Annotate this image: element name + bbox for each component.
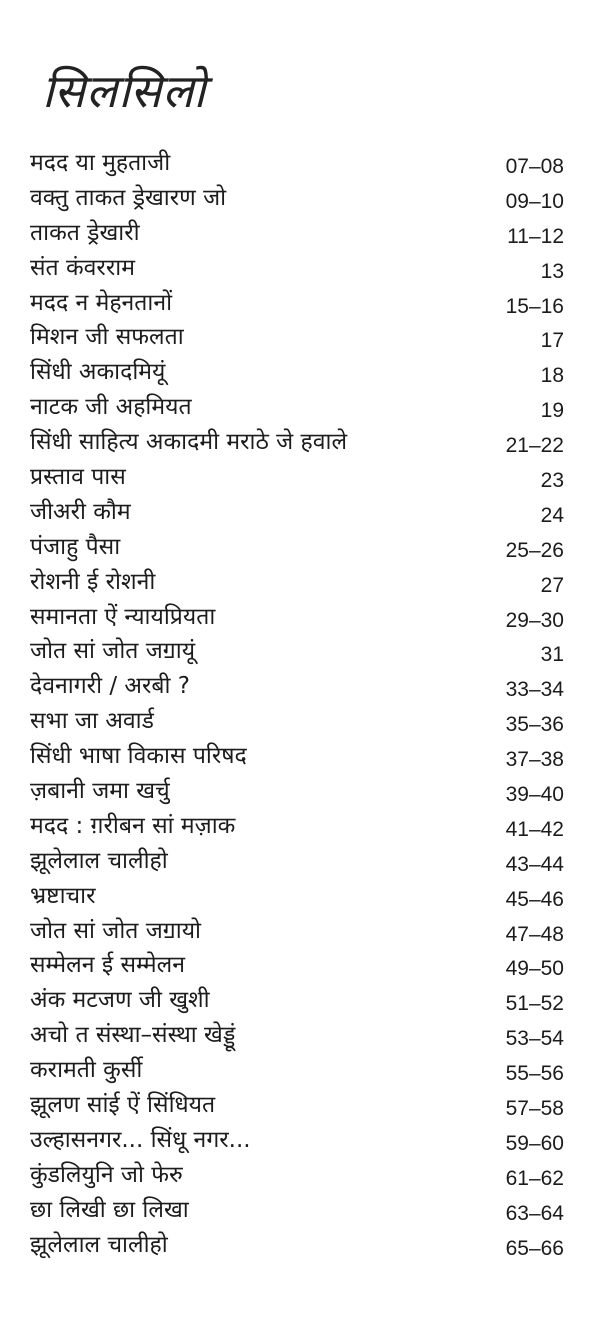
entry-page-range: 53–54	[505, 1027, 564, 1051]
contents-entry	[0, 774, 600, 809]
entry-title: देवनागरी / अरबी ?	[30, 673, 190, 700]
contents-entry	[0, 286, 600, 321]
entry-title: पंजाहु पैसा	[30, 533, 121, 560]
contents-entry	[0, 495, 600, 530]
contents-entry	[0, 1018, 600, 1053]
contents-entry	[0, 1193, 600, 1228]
entry-title: ज़बानी जमा खर्चु	[30, 778, 170, 805]
contents-entry	[0, 1158, 600, 1193]
entry-title: मदद या मुहताजी	[30, 150, 171, 176]
entry-page-range: 45–46	[505, 887, 564, 911]
entry-page-range: 29–30	[505, 608, 564, 632]
entry-page-range: 11–12	[507, 224, 564, 248]
entry-page-range: 47–48	[505, 922, 564, 946]
contents-entry	[0, 320, 600, 355]
contents-entry	[0, 565, 600, 600]
entry-title: सम्मेलन ई सम्मेलन	[30, 952, 185, 979]
entry-title: सिंधी अकादमियूं	[30, 359, 166, 386]
entry-title: भ्रष्टाचार	[30, 882, 96, 909]
contents-entry	[0, 739, 600, 774]
contents-entry	[0, 460, 600, 495]
contents-entry	[0, 809, 600, 844]
entry-page-range: 63–64	[505, 1201, 564, 1225]
entry-title: संत कंवरराम	[30, 254, 135, 281]
entry-title: झूलेलाल चालीहो	[30, 1231, 168, 1258]
contents-entry	[0, 983, 600, 1018]
contents-entry	[0, 216, 600, 251]
entry-page-range: 55–56	[505, 1062, 564, 1086]
entry-title: झूलण सांई ऐं सिंधियत	[30, 1092, 216, 1119]
entry-page-range: 19	[540, 399, 564, 423]
contents-entry	[0, 1088, 600, 1123]
contents-entry	[0, 914, 600, 949]
entry-page-range: 21–22	[505, 434, 564, 458]
entry-page-range: 43–44	[505, 852, 564, 876]
contents-entry	[0, 704, 600, 739]
contents-entry	[0, 530, 600, 565]
entry-page-range: 51–52	[505, 992, 564, 1016]
entry-page-range: 33–34	[505, 678, 564, 702]
entry-title: जोत सां जोत जॻायो	[30, 917, 201, 944]
entry-page-range: 27	[540, 573, 564, 597]
contents-entry	[0, 390, 600, 425]
entry-title: मिशन जी सफलता	[30, 324, 184, 351]
contents-list	[0, 146, 600, 1263]
contents-entry	[0, 355, 600, 390]
entry-title: सिंधी भाषा विकास परिषद	[30, 743, 247, 770]
entry-page-range: 09–10	[505, 189, 564, 213]
entry-title: समानता ऐं न्यायप्रियता	[30, 603, 216, 630]
contents-entry	[0, 879, 600, 914]
entry-page-range: 41–42	[505, 817, 564, 841]
entry-page-range: 23	[540, 469, 564, 493]
contents-entry	[0, 251, 600, 286]
page-title: सिलसिलो	[42, 64, 207, 118]
entry-page-range: 15–16	[505, 294, 564, 318]
contents-entry	[0, 146, 600, 181]
entry-title: उल्हासनगर... सिंधू नगर...	[30, 1126, 251, 1153]
entry-title: मदद न मेहनतानों	[30, 289, 173, 316]
entry-page-range: 35–36	[505, 713, 564, 737]
contents-entry	[0, 1228, 600, 1263]
entry-title: अचो त संस्था–संस्था खेड्डूं	[30, 1022, 236, 1049]
contents-entry	[0, 1053, 600, 1088]
entry-title: नाटक जी अहमियत	[30, 394, 192, 421]
entry-title: कुंडलियुनि जो फेरु	[30, 1161, 183, 1188]
entry-title: सिंधी साहित्य अकादमी मराठे जे हवाले	[30, 429, 348, 456]
entry-page-range: 17	[540, 329, 564, 353]
entry-page-range: 57–58	[505, 1097, 564, 1121]
contents-entry	[0, 425, 600, 460]
entry-page-range: 37–38	[505, 748, 564, 772]
entry-title: मदद : ग़रीबन सां मज़ाक	[30, 812, 236, 839]
contents-entry	[0, 634, 600, 669]
contents-entry	[0, 181, 600, 216]
entry-title: जीअरी कौम	[30, 498, 131, 525]
entry-title: झूलेलाल चालीहो	[30, 847, 168, 874]
entry-page-range: 59–60	[505, 1131, 564, 1155]
entry-page-range: 25–26	[505, 538, 564, 562]
entry-title: सभा जा अवार्ड	[30, 708, 154, 735]
entry-page-range: 31	[540, 643, 564, 667]
entry-page-range: 07–08	[505, 155, 564, 178]
entry-page-range: 24	[540, 503, 564, 527]
entry-page-range: 13	[540, 259, 564, 283]
contents-entry	[0, 1123, 600, 1158]
contents-entry	[0, 669, 600, 704]
entry-page-range: 49–50	[505, 957, 564, 981]
entry-page-range: 39–40	[505, 783, 564, 807]
entry-title: जोत सां जोत जॻायूं	[30, 638, 196, 665]
entry-title: करामती कुर्सी	[30, 1057, 143, 1084]
entry-title: रोशनी ई रोशनी	[30, 568, 156, 595]
contents-entry	[0, 844, 600, 879]
entry-page-range: 61–62	[505, 1166, 564, 1190]
entry-title: ताकत ड्रेखारी	[30, 219, 140, 246]
entry-title: अंक मटजण जी खुशी	[30, 987, 210, 1014]
entry-page-range: 65–66	[505, 1236, 564, 1260]
contents-entry	[0, 600, 600, 635]
entry-title: प्रस्ताव पास	[30, 464, 126, 491]
entry-title: छा लिखी छा लिखा	[30, 1196, 189, 1223]
entry-page-range: 18	[540, 364, 564, 388]
entry-title: वक्तु ताकत ड्रेखारण जो	[30, 184, 227, 211]
contents-entry	[0, 948, 600, 983]
